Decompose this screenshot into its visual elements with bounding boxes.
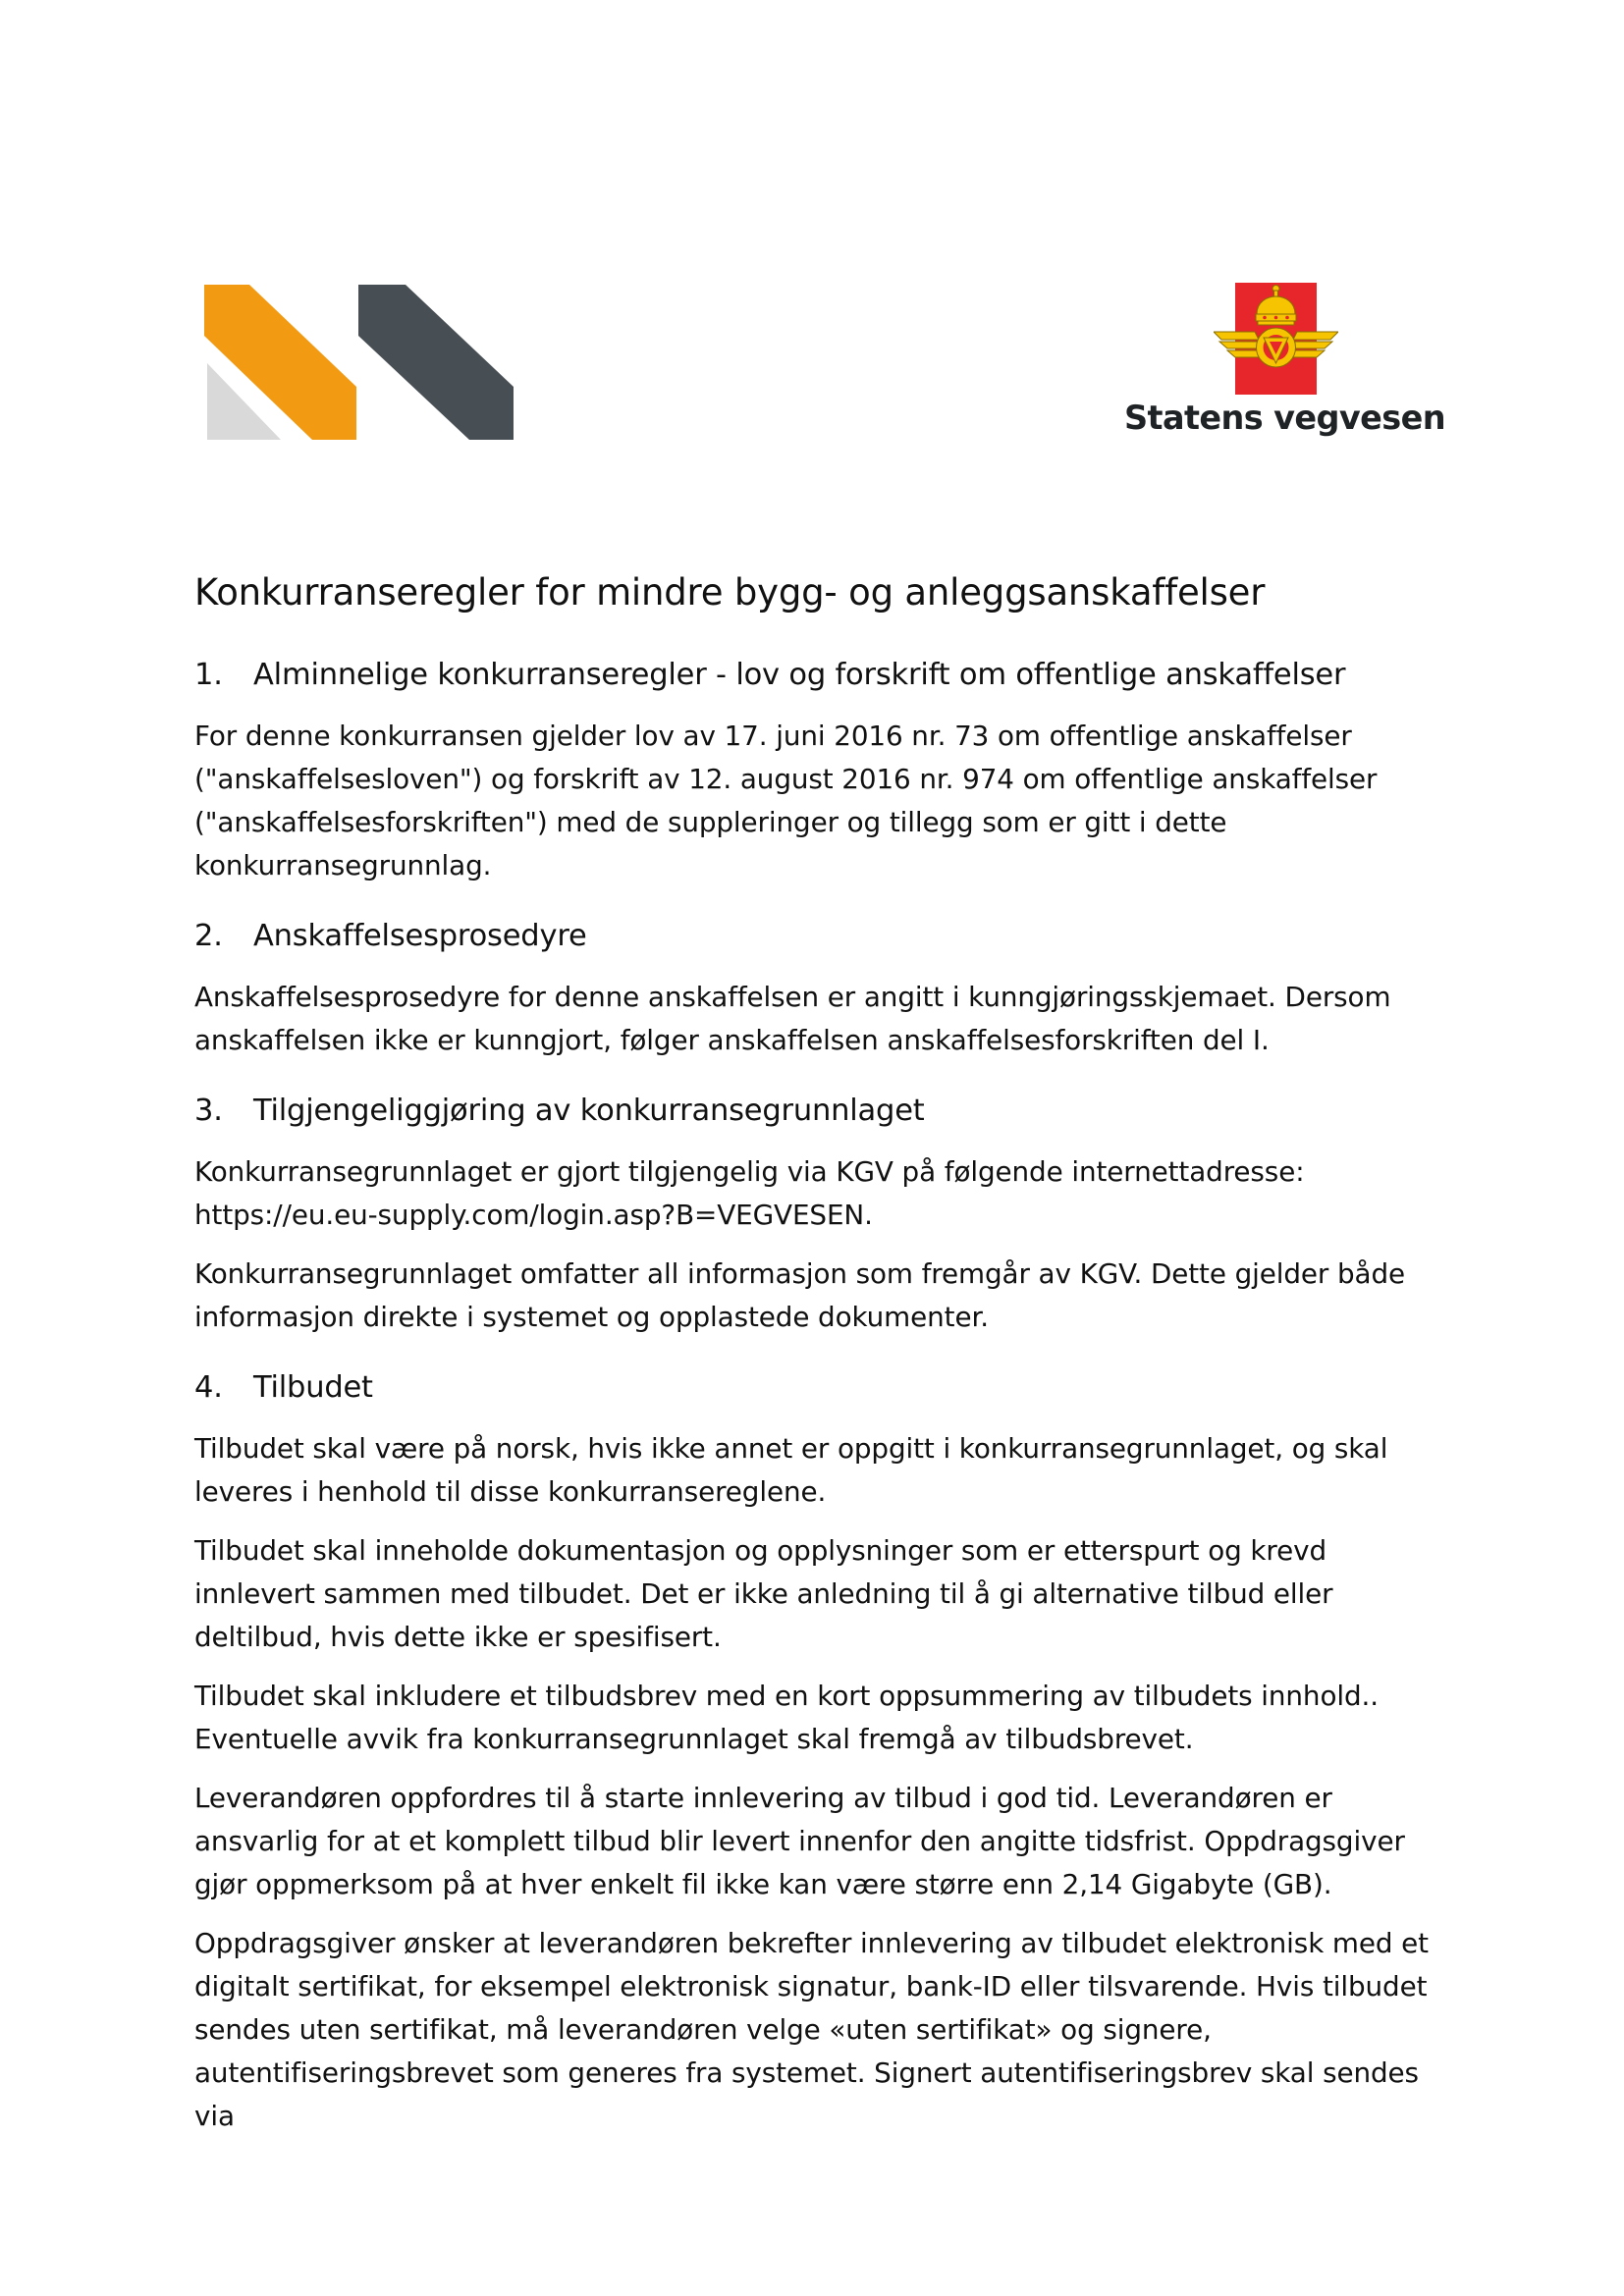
document-title: Konkurranseregler for mindre bygg- og anleggsanskaffelser [194,571,1266,614]
agency-name: Statens vegvesen [1124,399,1445,437]
gray-stripe [358,285,514,440]
statens-vegvesen-logo [1121,280,1445,447]
paragraph: Konkurransegrunnlaget omfatter all informasjon som fremgår av KGV. Dette gjelder både informasjon direkte i systemet og opplastede dokumenter. [194,1257,1406,1333]
section-heading [194,656,1441,695]
section-heading [194,1092,1441,1131]
section-number: 1. [194,658,223,692]
paragraph: Tilbudet skal inneholde dokumentasjon og opplysninger som er etterspurt og krevd innlevert sammen med tilbudet. Det er ikke anledning til å gi alternative tilbud eller deltilbud, hvis dette ikke er spesifisert. [194,1534,1333,1653]
paragraph: Konkurransegrunnlaget er gjort tilgjengelig via KGV på følgende internettadresse: https://eu.eu-supply.com/login.asp?B=VEGVESEN. [194,1155,1305,1231]
paragraph: For denne konkurransen gjelder lov av 17. juni 2016 nr. 73 om offentlige anskaffelser ("anskaffelsesloven") og forskrift av 12. august 2016 nr. 974 om offentlige anskaffelser ("anskaffelsesforskriften") med de suppleringer og tillegg som er gitt i dette konkurransegrunnlag. [194,720,1378,881]
section-number: 3. [194,1094,223,1128]
paragraph: Anskaffelsesprosedyre for denne anskaffelsen er angitt i kunngjøringsskjemaet. Dersom anskaffelsen ikke er kunngjort, følger anskaffelsen anskaffelsesforskriften del I. [194,981,1391,1056]
section-heading [194,1368,1441,1408]
paragraph: Tilbudet skal inkludere et tilbudsbrev med en kort oppsummering av tilbudets innhold.. Eventuelle avvik fra konkurransegrunnlaget skal fremgå av tilbudsbrevet. [194,1680,1379,1755]
section-1 [194,656,1441,887]
section-heading [194,917,1441,956]
section-2 [194,917,1441,1062]
paragraph: Tilbudet skal være på norsk, hvis ikke annet er oppgitt i konkurransegrunnlaget, og skal leveres i henhold til disse konkurransereglene. [194,1432,1388,1508]
paragraph: Oppdragsgiver ønsker at leverandøren bekrefter innlevering av tilbudet elektronisk med et digitalt sertifikat, for eksempel elektronisk signatur, bank-ID eller tilsvarende. Hvis tilbudet sendes uten sertifikat, må leverandøren velge «uten sertifikat» og signere, autentifiseringsbrevet som generes fra systemet. Signert autentifiseringsbrev skal sendes via [194,1927,1429,2132]
section-number: 4. [194,1370,223,1405]
section-number: 2. [194,919,223,953]
section-title: Tilbudet [253,1370,373,1405]
section-4 [194,1368,1441,2138]
section-title: Alminnelige konkurranseregler - lov og forskrift om offentlige anskaffelser [253,658,1346,692]
section-title: Tilgjengeliggjøring av konkurransegrunnlaget [253,1094,925,1128]
stripes-graphic [204,285,514,440]
section-3 [194,1092,1441,1339]
crown-emblem-icon [1214,283,1338,395]
document-body [194,569,1441,2154]
section-title: Anskaffelsesprosedyre [253,919,587,953]
paragraph: Leverandøren oppfordres til å starte innlevering av tilbud i god tid. Leverandøren er ansvarlig for at et komplett tilbud blir levert innenfor den angitte tidsfrist. Oppdragsgiver gjør oppmerksom på at hver enkelt fil ikke kan være større enn 2,14 Gigabyte (GB). [194,1782,1405,1900]
